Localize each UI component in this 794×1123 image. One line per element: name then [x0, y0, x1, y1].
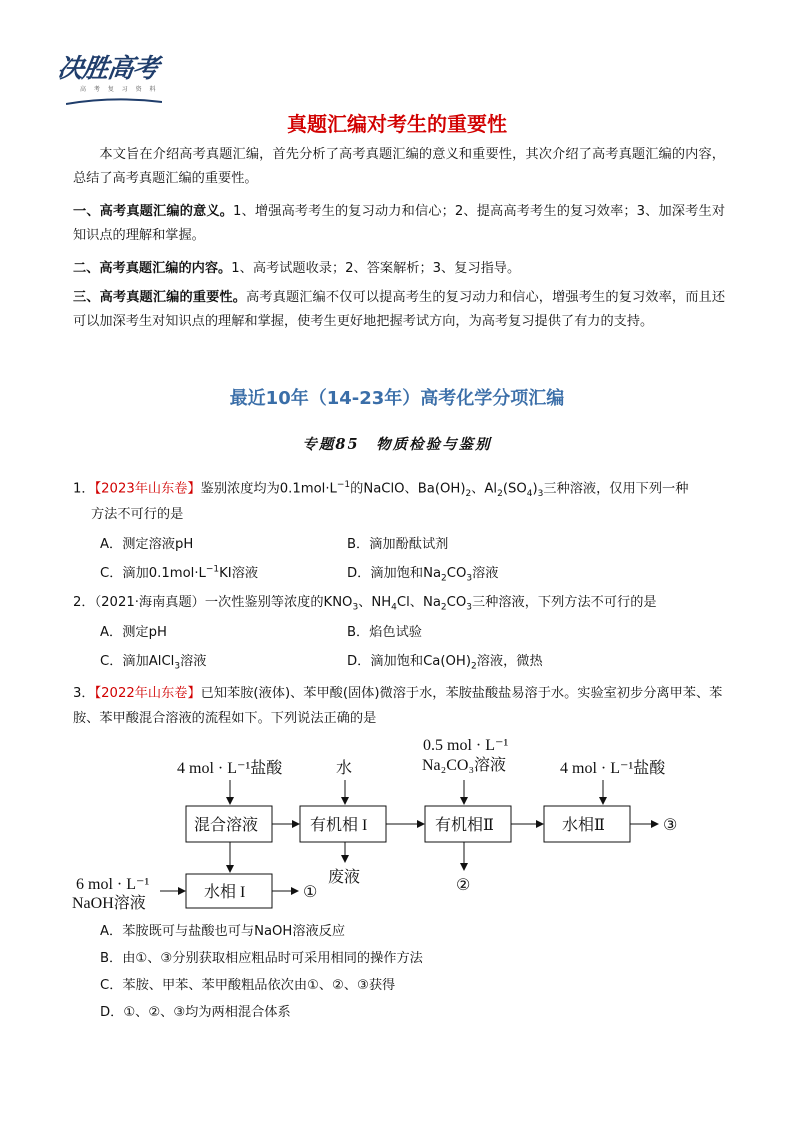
question-number: 2．	[73, 595, 95, 610]
option-sub: 3	[174, 661, 181, 672]
stem-text: 三种溶液，下列方法不可行的是	[471, 595, 657, 610]
output-1: ①	[303, 884, 318, 901]
q1-option-b[interactable]: B．滴加酚酞试剂	[347, 537, 449, 552]
stem-text: Cl、Na	[396, 595, 441, 610]
logo	[55, 48, 170, 108]
box-mixed-solution-label: 混合溶液	[194, 817, 259, 834]
reagent-water: 水	[336, 760, 353, 777]
stem-text: CO	[446, 595, 467, 610]
question-source: 【2022年山东卷】	[94, 686, 201, 701]
stem-text: 三种溶液，仅用下列一种	[543, 481, 689, 497]
q3-option-d[interactable]: D．①、②、③均为两相混合体系	[100, 1005, 291, 1020]
q3-option-a[interactable]: A．苯胺既可与盐酸也可与NaOH溶液反应	[100, 924, 346, 939]
stem-sub: 2	[497, 489, 503, 500]
q2-option-d[interactable]	[347, 650, 543, 672]
question-number: 1．	[73, 481, 95, 497]
box-aqueous-2-label: 水相Ⅱ	[562, 817, 605, 834]
stem-text: 的NaClO、Ba(OH)	[350, 481, 466, 497]
q1-option-d[interactable]	[347, 562, 498, 584]
stem-text: 鉴别浓度均为0.1mol·L	[200, 481, 337, 497]
option-sup: −1	[205, 564, 220, 575]
reagent-hcl-2: 4 mol · L⁻¹盐酸	[560, 760, 666, 777]
point-1-heading: 一、高考真题汇编的意义。	[73, 204, 234, 219]
stem-text: 已知苯胺(液体)、苯甲酸(固体)微溶于水，苯胺盐酸盐易溶于水。实验室初步分离甲苯、苯胺、苯甲酸混合溶液的流程如下。下列说法正确的是	[73, 686, 723, 726]
box-organic-2-label: 有机相Ⅱ	[435, 817, 494, 834]
point-3-body: 高考真题汇编不仅可以提高考生的复习动力和信心，增强考生的复习效率，而且还可以加深考生对知识点的理解和掌握，使考生更好地把握考试方向，为高考复习提供了有力的支持。	[73, 290, 726, 330]
point-2-heading: 二、高考真题汇编的内容。	[73, 261, 232, 276]
question-source: （2021·海南真题）	[94, 595, 205, 610]
output-2: ②	[456, 877, 471, 894]
q3-option-b[interactable]: B．由①、③分别获取相应粗品时可采用相同的操作方法	[100, 951, 423, 966]
point-3	[73, 286, 725, 335]
option-text: KI溶液	[219, 566, 259, 581]
stem-text: 一次性鉴别等浓度的KNO	[204, 595, 353, 610]
option-text: C．滴加AlCl	[100, 654, 175, 669]
stem-sub: 3	[537, 489, 544, 500]
stem-text: 、NH	[358, 595, 392, 610]
option-sub: 2	[470, 661, 477, 672]
intro-title: 真题汇编对考生的重要性	[287, 112, 507, 136]
option-sub: 3	[466, 573, 473, 584]
option-text: 溶液	[472, 566, 499, 581]
waste-liquid: 废液	[328, 869, 361, 886]
stem-sup: −1	[336, 480, 351, 490]
question-source: 【2023年山东卷】	[94, 481, 201, 497]
option-text: 溶液	[180, 654, 207, 669]
reagent-na2co3-conc: 0.5 mol · L⁻¹	[423, 737, 509, 754]
point-2-body: 1、高考试题收录；2、答案解析；3、复习指导。	[231, 261, 521, 276]
q1-option-c[interactable]	[100, 562, 258, 581]
point-2	[73, 257, 725, 281]
point-1-body: 1、增强高考考生的复习动力和信心；2、提高高考考生的复习效率；3、加深考生对知识点的理解和掌握。	[73, 204, 726, 244]
stem-text: 、Al	[471, 481, 498, 497]
box-aqueous-1-label: 水相 I	[204, 884, 246, 901]
option-text: D．滴加饱和Ca(OH)	[347, 654, 471, 669]
reagent-na2co3: Na₂CO₃溶液	[422, 757, 507, 774]
stem-sub: 2	[465, 489, 472, 500]
section-title: 最近10年（14-23年）高考化学分项汇编	[229, 388, 565, 409]
reagent-naoh-conc: 6 mol · L⁻¹	[76, 876, 150, 893]
stem-text: (SO	[502, 481, 527, 497]
q1-option-a[interactable]: A．测定溶液pH	[100, 537, 194, 552]
stem-text: )	[532, 481, 538, 497]
stem-sub: 2	[440, 602, 447, 613]
stem-sub: 4	[526, 489, 533, 500]
question-1-stem	[73, 473, 725, 506]
q2-option-a[interactable]: A．测定pH	[100, 625, 167, 640]
option-text: D．滴加饱和Na	[347, 566, 442, 581]
stem-sub: 3	[466, 602, 472, 613]
option-text: C．滴加0.1mol·L	[100, 566, 206, 581]
question-2-stem	[73, 591, 725, 620]
stem-sub: 3	[352, 602, 359, 613]
flow-diagram	[70, 730, 710, 920]
logo-text: 决胜高考	[55, 54, 160, 84]
intro-paragraph: 本文旨在介绍高考真题汇编，首先分析了高考真题汇编的意义和重要性，其次介绍了高考真题汇编的内容，总结了高考真题汇编的重要性。	[73, 147, 725, 187]
q3-option-c[interactable]: C．苯胺、甲苯、苯甲酸粗品依次由①、②、③获得	[100, 978, 396, 993]
question-number: 3．	[73, 686, 95, 701]
reagent-naoh: NaOH溶液	[72, 895, 146, 912]
question-3-stem	[73, 681, 725, 731]
point-3-heading: 三、高考真题汇编的重要性。	[73, 290, 247, 305]
logo-subtitle: 高 考 复 习 资 料	[80, 86, 159, 93]
box-organic-1-label: 有机相 I	[310, 817, 368, 834]
point-1	[73, 200, 725, 249]
option-text: 溶液，微热	[476, 654, 543, 669]
q2-option-b[interactable]: B．焰色试验	[347, 625, 422, 640]
option-sub: 2	[441, 573, 447, 584]
question-1-stem-line2: 方法不可行的是	[91, 507, 184, 522]
topic-title: 专题85 物质检验与鉴别	[302, 436, 492, 453]
reagent-hcl-1: 4 mol · L⁻¹盐酸	[177, 760, 283, 777]
q2-option-c[interactable]	[100, 650, 206, 672]
option-text: CO	[446, 566, 467, 581]
stem-sub: 4	[391, 602, 397, 613]
logo-swoosh-icon	[66, 98, 162, 106]
output-3: ③	[663, 817, 678, 834]
